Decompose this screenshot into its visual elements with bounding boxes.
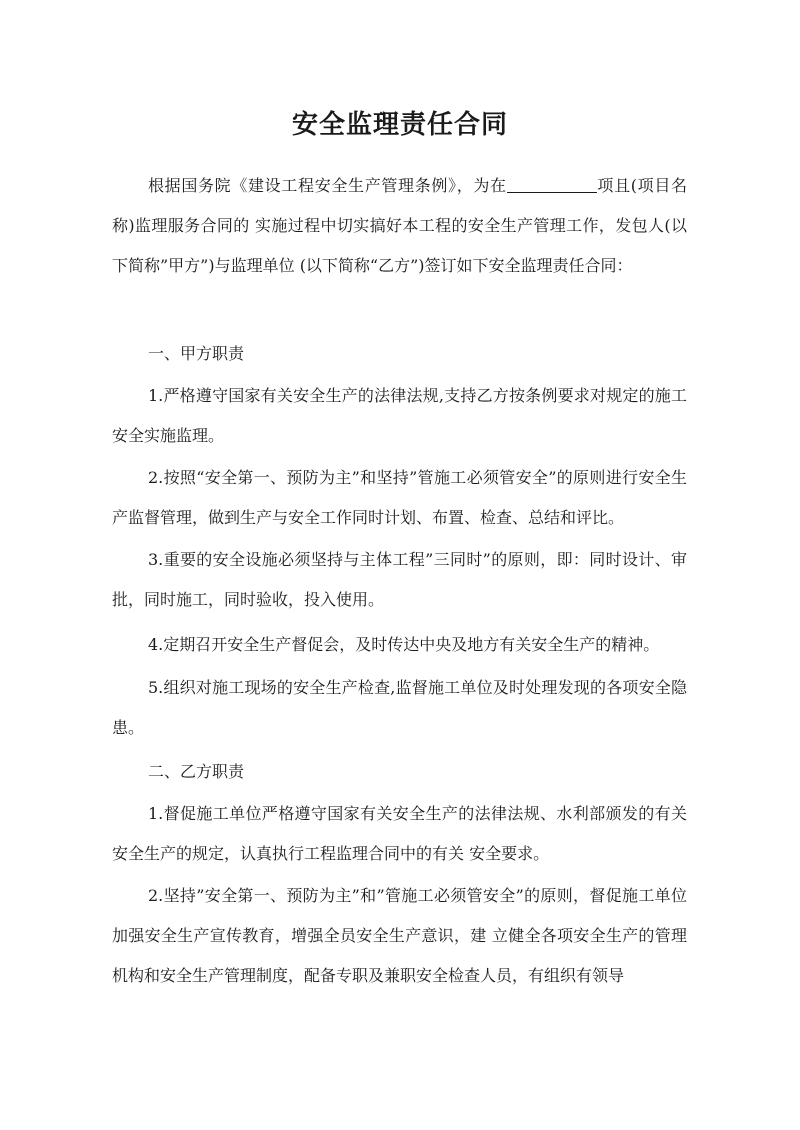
party-a-item-4: 4.定期召开安全生产督促会，及时传达中央及地方有关安全生产的精神。: [148, 635, 660, 654]
section-heading-party-b: 二、乙方职责: [148, 762, 245, 781]
document-title: 安全监理责任合同: [291, 110, 508, 140]
party-b-item-1: 1.督促施工单位严格遵守国家有关安全生产的法律法规、水利部颁发的有关安全生产的规定，认真执行工程监理合同中的有关 安全要求。: [112, 804, 687, 863]
party-a-item-3: 3.重要的安全设施必须坚持与主体工程”三同时”的原则，即：同时设计、审批，同时施工，同时验收，投入使用。: [112, 550, 687, 609]
party-a-item-5: 5.组织对施工现场的安全生产检查,监督施工单位及时处理发现的各项安全隐患。: [112, 678, 687, 737]
party-a-item-1: 1.严格遵守国家有关安全生产的法律法规,支持乙方按条例要求对规定的施工安全实施监理。: [112, 386, 687, 445]
intro-text-part1: 根据国务院《建设工程安全生产管理条例》，为在: [148, 176, 507, 195]
project-name-blank: [507, 176, 597, 193]
party-a-item-2: 2.按照“安全第一、预防为主”和坚持”管施工必须管安全”的原则进行安全生产监督管理，做到生产与安全工作同时计划、布置、检查、总结和评比。: [112, 468, 687, 527]
intro-text-part2: 项且(项目名称)监理服务合同的 实施过程中切实搞好本工程的安全生产管理工作，发包人(以下简称”甲方”)与监理单位 (以下简称“乙方”)签订如下安全监理责任合同：: [112, 176, 687, 275]
section-heading-party-a: 一、甲方职责: [148, 344, 245, 363]
intro-paragraph: [112, 166, 687, 286]
party-b-item-2: 2.坚持”安全第一、预防为主”和”管施工必须管安全”的原则，督促施工单位加强安全生产宣传教育，增强全员安全生产意识，建 立健全各项安全生产的管理机构和安全生产管理制度，配备专职及兼职安全检查人员，有组织有领导: [112, 886, 687, 985]
